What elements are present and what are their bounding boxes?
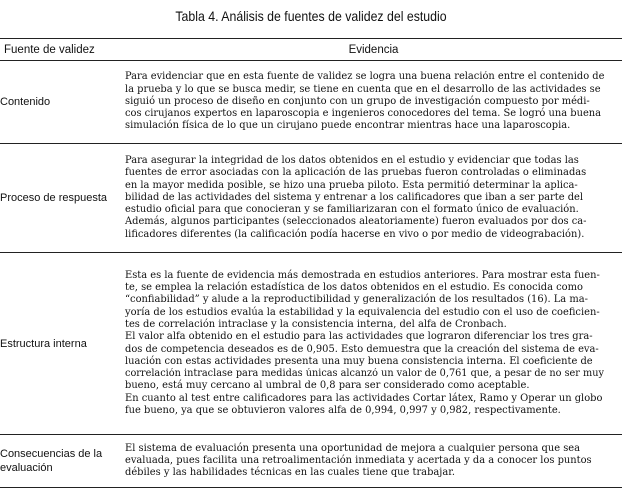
- row-evidence: [125, 253, 622, 435]
- evidence-line: “confiabilidad” y alude a la reproductibilidad y generalización de los resultados (16). La ma-: [125, 294, 588, 306]
- row-evidence: [125, 435, 622, 488]
- evidence-line: luación con estas actividades presenta una muy buena consistencia interna. El coeficiente de: [125, 355, 593, 367]
- evidence-line: dos de competencia deseados es de 0,905. Esto demuestra que la creación del sistema de eva-: [125, 343, 599, 355]
- evidence-line: evaluada, pues facilita una retroalimentación inmediata y acertada y da a conocer los puntos: [125, 454, 592, 466]
- evidence-line: lificadores diferentes (la calificación podía hacerse en vivo o por medio de videograbación).: [125, 228, 585, 240]
- evidence-line: yoría de los estudios evalúa la estabilidad y la equivalencia del estudio con el uso de coeficien-: [125, 306, 600, 318]
- table-row: [0, 61, 622, 144]
- row-evidence: [125, 61, 622, 144]
- evidence-line: siguió un proceso de diseño en conjunto con un grupo de investigación compuesto por médi-: [125, 95, 590, 107]
- table-row: [0, 435, 622, 488]
- evidence-line: fue bueno, ya que se obtuvieron valores alfa de 0,994, 0,997 y 0,982, respectivamente.: [125, 404, 561, 416]
- header-source: Fuente de validez: [0, 39, 125, 61]
- row-source-consequences: Consecuencias de la evaluación: [0, 435, 125, 488]
- evidence-line: bueno, está muy cercano al umbral de 0,8 para ser considerado como aceptable.: [125, 380, 530, 392]
- row-source-internal-structure: Estructura interna: [0, 253, 125, 435]
- evidence-line: El sistema de evaluación presenta una oportunidad de mejora a cualquier persona que sea: [125, 442, 581, 454]
- table-row: [0, 144, 622, 253]
- evidence-line: débiles y las habilidades técnicas en las cuales tiene que trabajar.: [125, 467, 456, 479]
- row-source-content: Contenido: [0, 61, 125, 144]
- evidence-line: fuentes de error asociadas con la aplicación de las pruebas fueron controladas o eliminadas: [125, 167, 587, 179]
- evidence-line: Para asegurar la integridad de los datos obtenidos en el estudio y evidenciar que todas las: [125, 154, 579, 166]
- evidence-line: En cuanto al test entre calificadores para las actividades Cortar látex, Ramo y Operar un globo: [125, 392, 603, 404]
- evidence-line: en la mayor medida posible, se hizo una prueba piloto. Esta permitió determinar la aplica-: [125, 179, 578, 191]
- header-evidence: Evidencia: [125, 39, 622, 61]
- evidence-line: Además, algunos participantes (seleccionados aleatoriamente) fueron evaluados por dos ca-: [125, 216, 587, 228]
- row-evidence: [125, 144, 622, 253]
- validity-sources-table: [0, 38, 622, 488]
- evidence-line: simulación física de lo que un cirujano puede encontrar mientras hace una laparoscopia.: [125, 120, 571, 132]
- evidence-line: correlación intraclase para medidas únicas alcanzó un valor de 0,761 que, a pesar de no ser muy: [125, 368, 604, 380]
- evidence-line: Esta es la fuente de evidencia más demostrada en estudios anteriores. Para mostrar esta fuen-: [125, 269, 600, 281]
- evidence-line: bilidad de las actividades del sistema y entrenar a los calificadores que iban a ser parte del: [125, 191, 584, 203]
- evidence-line: tes de correlación intraclase y la consistencia interna, del alfa de Cronbach.: [125, 318, 507, 330]
- evidence-line: la prueba y lo que se busca medir, se tiene en cuenta que en el desarrollo de las actividades se: [125, 83, 601, 95]
- table-title: Tabla 4. Análisis de fuentes de validez del estudio: [175, 8, 447, 24]
- evidence-line: estudio oficial para que conocieran y se familiarizaran con el formato único de evaluación.: [125, 204, 579, 216]
- table-row: [0, 253, 622, 435]
- evidence-line: te, se emplea la relación estadística de los datos obtenidos en el estudio. Es conocida como: [125, 282, 583, 294]
- table-header-row: [0, 39, 622, 61]
- evidence-line: cos cirujanos expertos en laparoscopia e ingenieros conocedores del tema. Se logró una buena: [125, 108, 602, 120]
- evidence-line: El valor alfa obtenido en el estudio para las actividades que lograron diferenciar los tres gra-: [125, 331, 593, 343]
- row-source-response-process: Proceso de respuesta: [0, 144, 125, 253]
- evidence-line: Para evidenciar que en esta fuente de validez se logra una buena relación entre el contenido de: [125, 71, 605, 83]
